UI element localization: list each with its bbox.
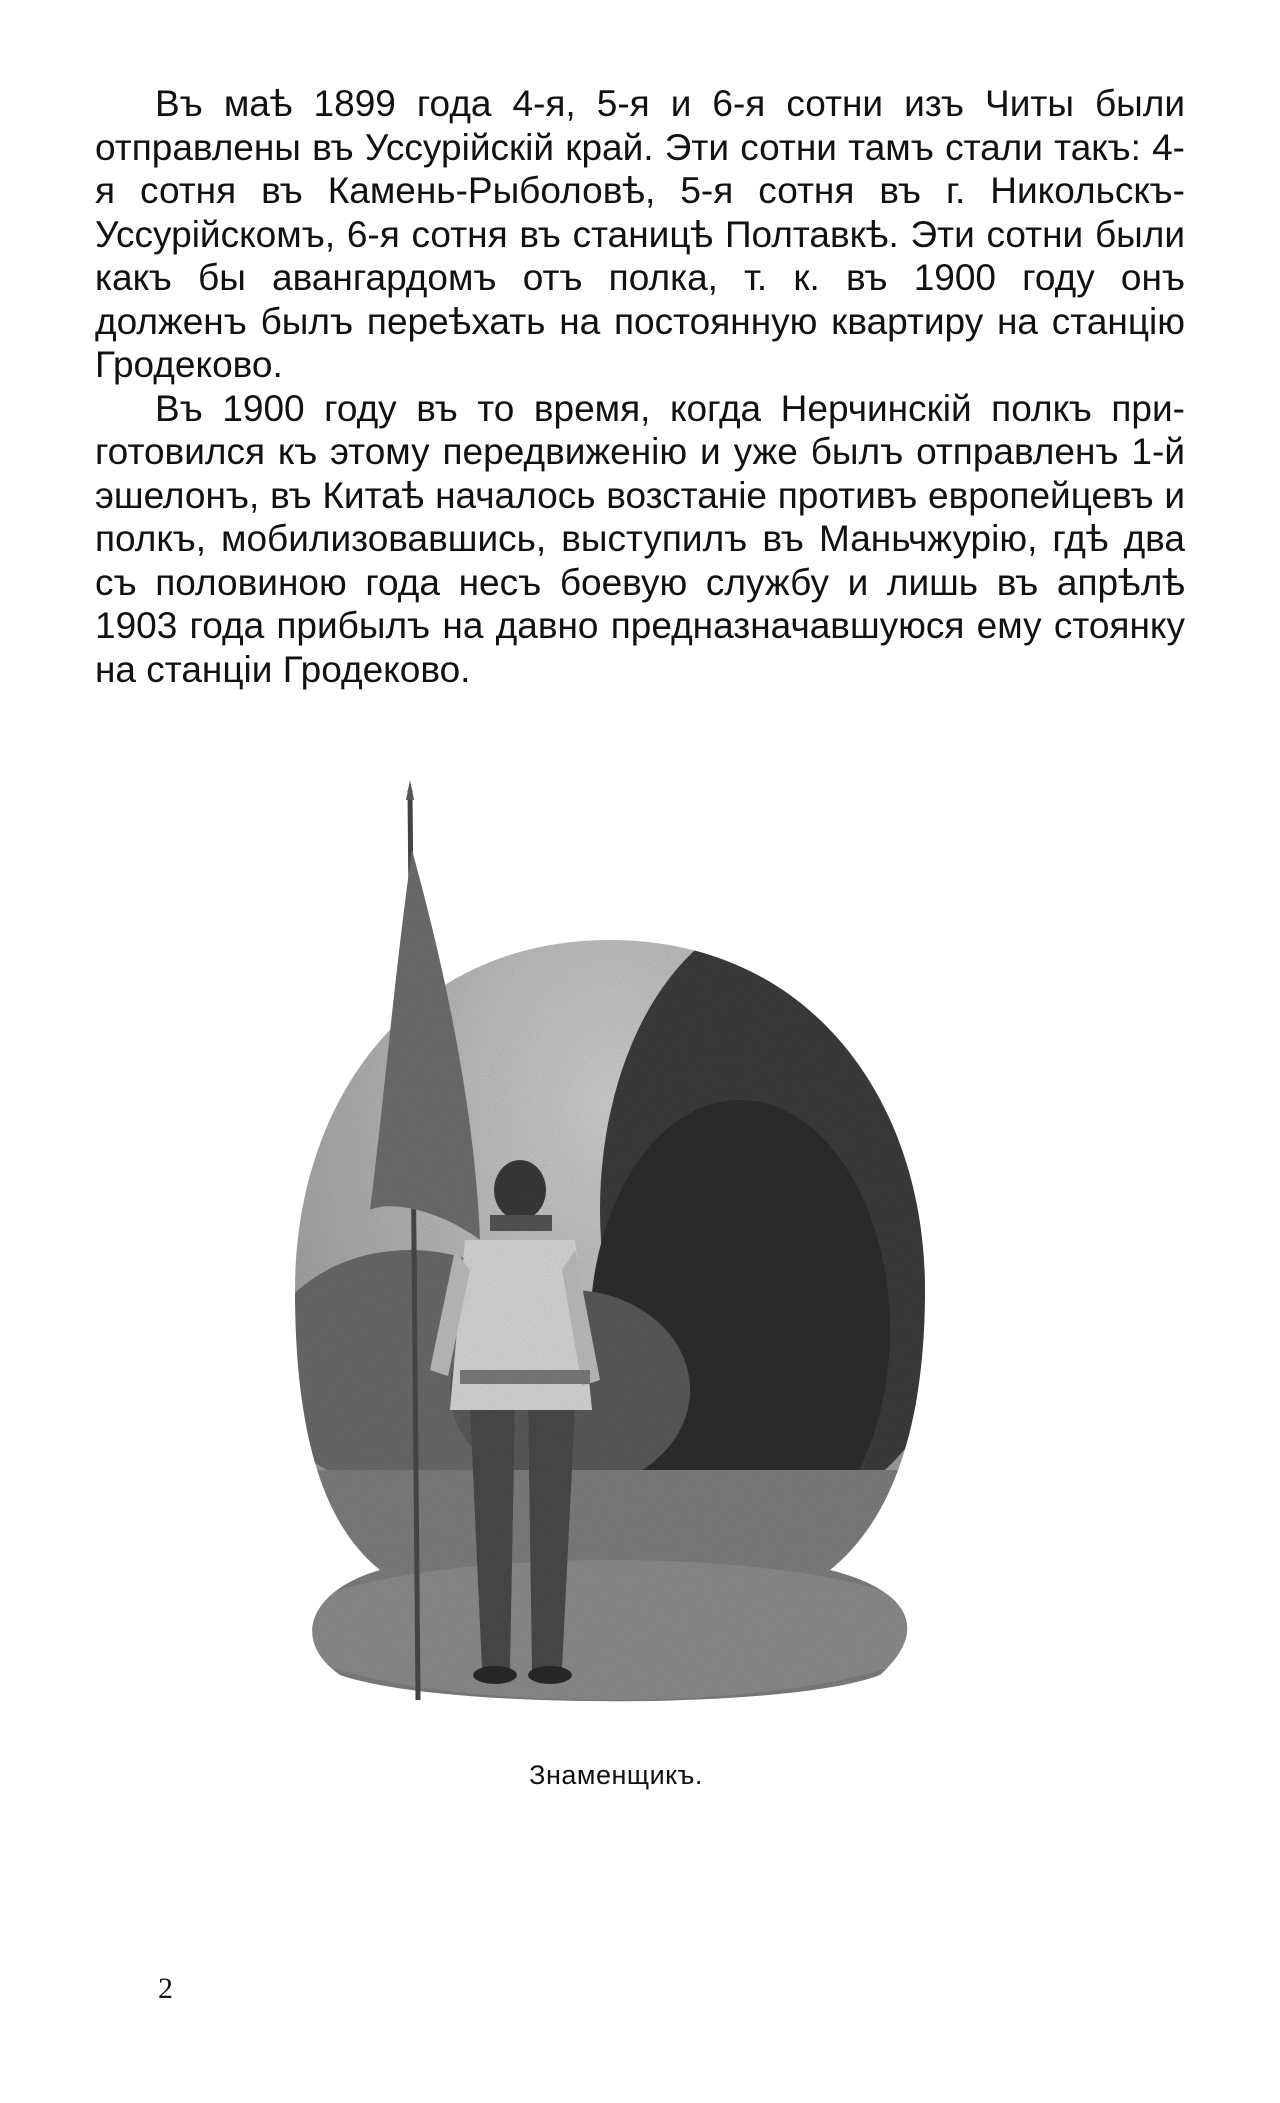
figure-caption: Знаменщикъ. [529, 1760, 703, 1790]
paragraph-2: Въ 1900 году въ то время, когда Нерчинскій полкъ приготовился къ этому передвиженію и уже былъ отправленъ 1-й эшелонъ, въ Китаѣ началось возстаніе противъ европейцевъ и полкъ, мобилизовавшись, выступилъ въ Маньчжурію, гдѣ два съ половиною года несъ боевую службу и лишь въ апрѣлѣ 1903 года прибылъ на давно предназначавшуюся ему стоянку на станціи Гродеково. [95, 387, 1185, 690]
paragraph-1: Въ маѣ 1899 года 4-я, 5-я и 6-я сотни изъ Читы были отправлены въ Уссурійскій край. Эти сотни тамъ стали такъ: 4-я сотня въ Камень-Рыболовѣ, 5-я сотня въ г. Никольскъ-Уссурійскомъ, 6-я сотня въ станицѣ Полтавкѣ. Эти сотни были какъ бы авангардомъ отъ полка, т. к. въ 1900 году онъ долженъ былъ переѣхать на постоянную квартиру на станцію Гродеково. [95, 83, 1185, 385]
body-text [95, 82, 1185, 691]
photo-standard-bearer [270, 770, 950, 1730]
page-number: 2 [158, 1972, 173, 2005]
